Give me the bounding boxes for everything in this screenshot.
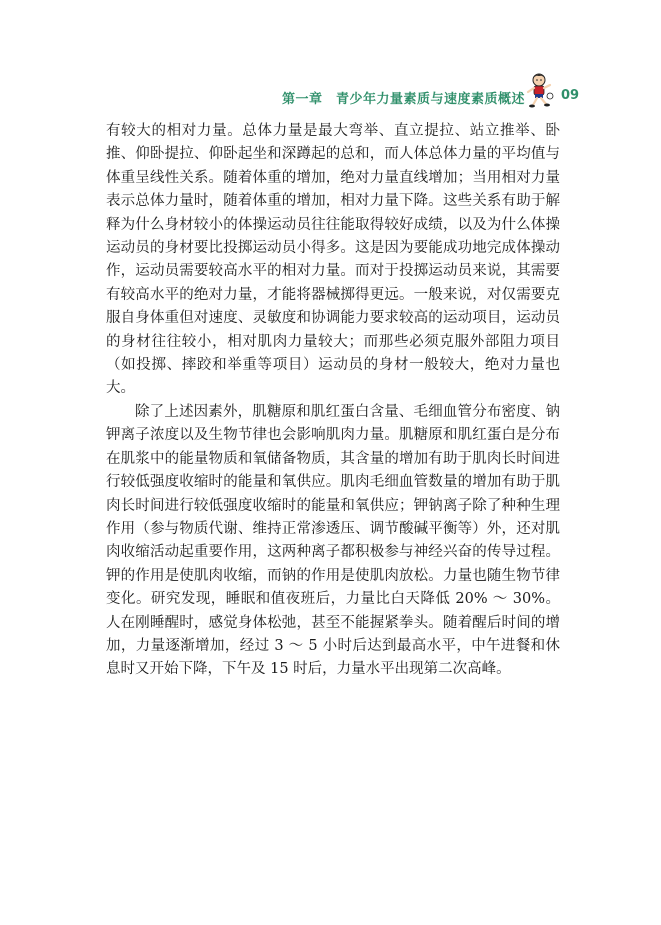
running-header [0, 84, 661, 110]
paragraph: 有较大的相对力量。总体力量是最大弯举、直立提拉、站立推举、卧推、仰卧提拉、仰卧起坐和深蹲起的总和，而人体总体力量的平均值与体重呈线性关系。随着体重的增加，绝对力量直线增加；当用相对力量表示总体力量时，随着体重的增加，相对力量下降。这些关系有助于解释为什么身材较小的体操运动员往往能取得较好成绩，以及为什么体操运动员的身材要比投掷运动员小得多。这是因为要能成功地完成体操动作，运动员需要较高水平的相对力量。而对于投掷运动员来说，其需要有较高水平的绝对力量，才能将器械掷得更远。一般来说，对仅需要克服自身体重但对速度、灵敏度和协调能力要求较高的运动项目，运动员的身材往往较小，相对肌肉力量较大；而那些必须克服外部阻力项目（如投掷、摔跤和举重等项目）运动员的身材一般较大，绝对力量也大。 [106, 123, 560, 397]
body-text [106, 120, 560, 682]
page-number: 09 [561, 88, 580, 103]
paragraph: 除了上述因素外，肌糖原和肌红蛋白含量、毛细血管分布密度、钠钾离子浓度以及生物节律也会影响肌肉力量。肌糖原和肌红蛋白是分布在肌浆中的能量物质和氧储备物质，其含量的增加有助于肌肉长时间进行较低强度收缩时的能量和氧供应。肌肉毛细血管数量的增加有助于肌肉长时间进行较低强度收缩时的能量和氧供应；钾钠离子除了种种生理作用（参与物质代谢、维持正常渗透压、调节酸碱平衡等）外，还对肌肉收缩活动起重要作用，这两种离子都积极参与神经兴奋的传导过程。钾的作用是使肌肉收缩，而钠的作用是使肌肉放松。力量也随生物节律变化。研究发现，睡眠和值夜班后，力量比白天降低 20% ～ 30%。人在刚睡醒时，感觉身体松弛，甚至不能握紧拳头。随着醒后时间的增加，力量逐渐增加，经过 3 ～ 5 小时后达到最高水平，中午进餐和休息时又开始下降，下午及 15 时后，力量水平出现第二次高峰。 [106, 403, 560, 678]
chapter-title: 第一章 青少年力量素质与速度素质概述 [281, 92, 525, 107]
running-boy-icon [524, 72, 554, 108]
